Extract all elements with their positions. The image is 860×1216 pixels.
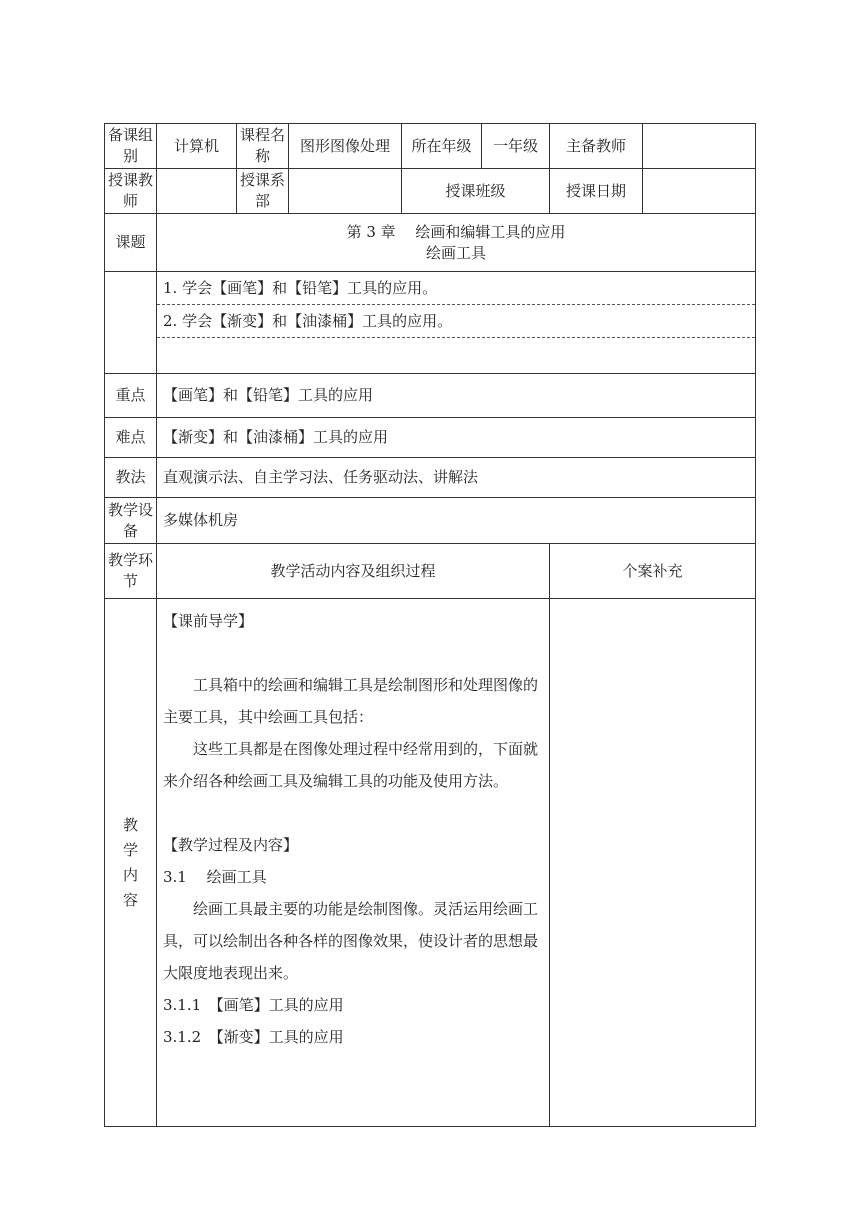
supplement-header: 个案补充	[550, 544, 756, 599]
course-name-label: 课程名称	[237, 124, 289, 169]
lead-teacher-label: 主备教师	[550, 124, 643, 169]
blank-line	[163, 797, 541, 829]
grade-value: 一年级	[482, 124, 550, 169]
prep-group-value: 计算机	[157, 124, 237, 169]
supplement-body	[550, 599, 756, 1127]
topic-line-1: 第 3 章 绘画和编辑工具的应用	[346, 222, 566, 241]
equipment-value: 多媒体机房	[157, 498, 756, 544]
content-label-char: 容	[122, 890, 138, 909]
date-value	[643, 169, 756, 214]
grade-label: 所在年级	[402, 124, 482, 169]
section-3-1-text: 绘画工具最主要的功能是绘制图像。灵活运用绘画工具，可以绘制出各种各样的图像效果，使设计者的思想最大限度地表现出来。	[163, 900, 539, 982]
objectives-list	[157, 272, 756, 374]
objective-item: 2. 学会【渐变】和【油漆桶】工具的应用。	[157, 305, 755, 338]
preview-title: 【课前导学】	[163, 612, 254, 630]
topic-row	[105, 214, 756, 272]
difficulties-label: 难点	[105, 418, 157, 458]
lesson-plan-table	[104, 123, 756, 1127]
objective-item: 1. 学会【画笔】和【铅笔】工具的应用。	[157, 272, 755, 305]
methods-row	[105, 458, 756, 498]
topic-value	[157, 214, 756, 272]
objectives-row	[105, 272, 756, 374]
content-row	[105, 599, 756, 1127]
content-label-char: 学	[122, 840, 138, 859]
content-label-char: 教	[122, 815, 138, 834]
date-label: 授课日期	[550, 169, 643, 214]
difficulties-value: 【渐变】和【油漆桶】工具的应用	[157, 418, 756, 458]
stage-header-row	[105, 544, 756, 599]
header-row-2	[105, 169, 756, 214]
section-3-1-1-heading: 3.1.1 【画笔】工具的应用	[163, 996, 344, 1014]
department-label: 授课系部	[237, 169, 289, 214]
methods-label: 教法	[105, 458, 157, 498]
section-3-1-heading: 3.1 绘画工具	[163, 868, 267, 886]
department-value	[289, 169, 402, 214]
objective-item	[157, 338, 755, 370]
key-points-value: 【画笔】和【铅笔】工具的应用	[157, 374, 756, 418]
class-label: 授课班级	[402, 169, 550, 214]
equipment-row	[105, 498, 756, 544]
topic-label: 课题	[105, 214, 157, 272]
key-points-label: 重点	[105, 374, 157, 418]
teacher-value	[157, 169, 237, 214]
activity-header: 教学活动内容及组织过程	[157, 544, 550, 599]
prep-group-label: 备课组别	[105, 124, 157, 169]
section-3-1-2-heading: 3.1.2 【渐变】工具的应用	[163, 1028, 344, 1046]
header-row-1	[105, 124, 756, 169]
topic-line-2: 绘画工具	[425, 243, 486, 262]
difficulties-row	[105, 418, 756, 458]
content-body	[157, 599, 550, 1127]
blank-line	[163, 637, 541, 669]
content-label-char: 内	[122, 865, 138, 884]
course-name-value: 图形图像处理	[289, 124, 402, 169]
intro-paragraph-1: 工具箱中的绘画和编辑工具是绘制图形和处理图像的主要工具，其中绘画工具包括：	[163, 676, 539, 726]
stage-label: 教学环节	[105, 544, 157, 599]
equipment-label: 教学设备	[105, 498, 157, 544]
objectives-label	[105, 272, 157, 374]
intro-paragraph-2: 这些工具都是在图像处理过程中经常用到的，下面就来介绍各种绘画工具及编辑工具的功能及使用方法。	[163, 740, 539, 790]
teacher-label: 授课教师	[105, 169, 157, 214]
process-title: 【教学过程及内容】	[163, 836, 299, 854]
methods-value: 直观演示法、自主学习法、任务驱动法、讲解法	[157, 458, 756, 498]
lead-teacher-value	[643, 124, 756, 169]
key-points-row	[105, 374, 756, 418]
content-label	[105, 599, 157, 1127]
